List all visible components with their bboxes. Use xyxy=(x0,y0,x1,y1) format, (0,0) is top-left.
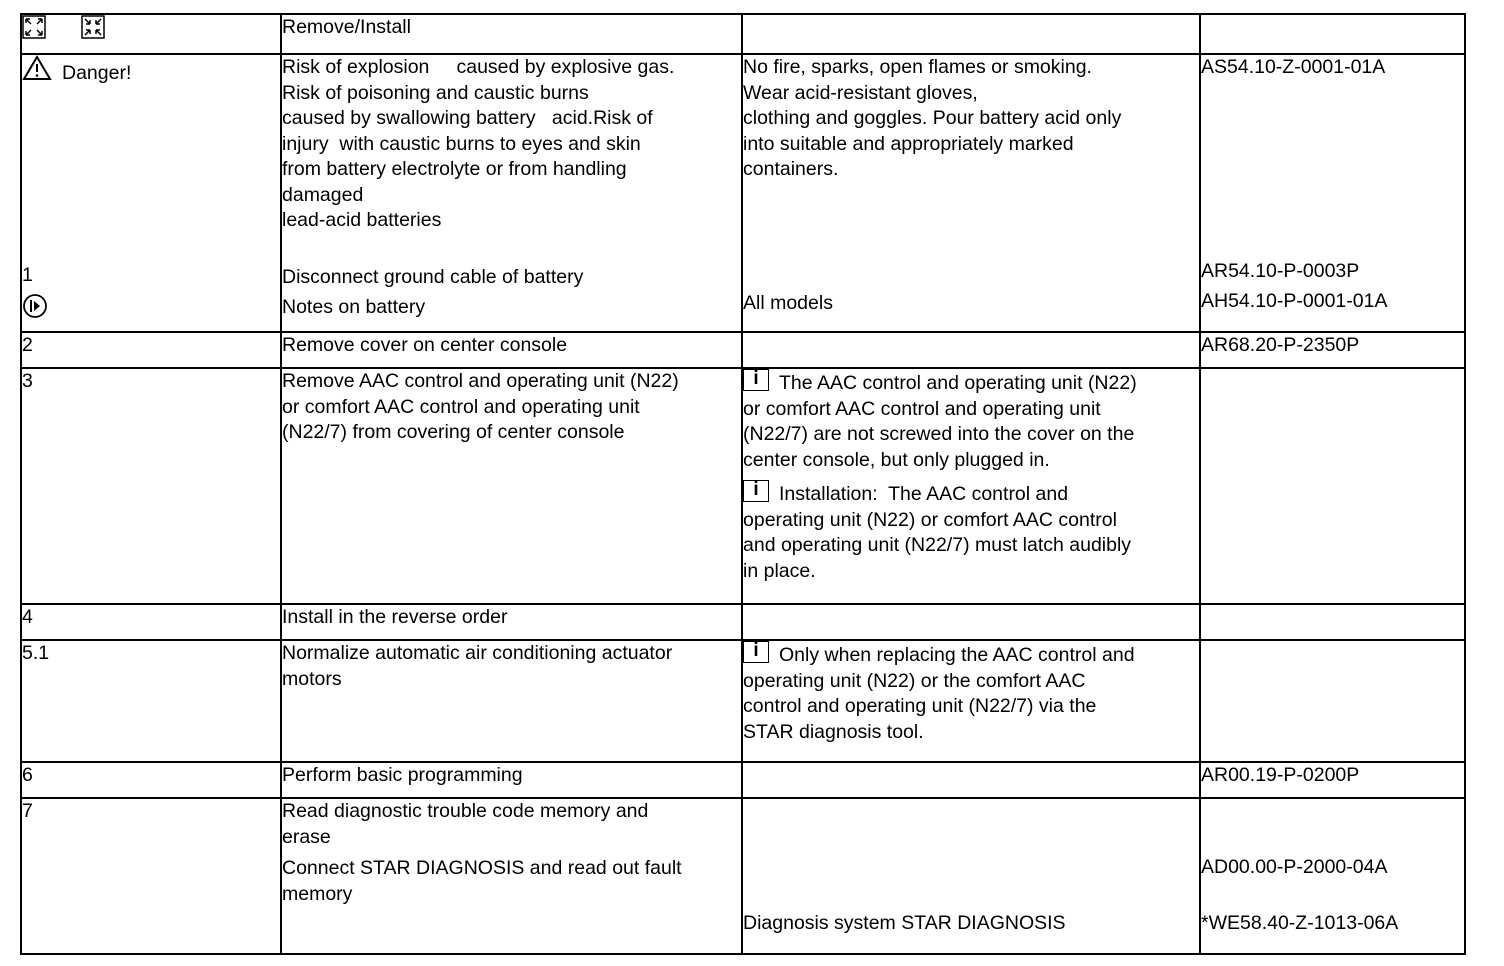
remove-icon xyxy=(22,15,46,39)
step-1-number: 1 xyxy=(22,264,33,286)
info-line: or comfort AAC control and operating unit xyxy=(743,397,1101,420)
step-2-number: 2 xyxy=(21,332,281,368)
info-line: Only when replacing the AAC control and xyxy=(779,644,1135,666)
note-ref: AH54.10-P-0001-01A xyxy=(1201,290,1388,312)
step-4-row xyxy=(21,604,1465,640)
step-6-row xyxy=(21,762,1465,798)
note-arrow-icon xyxy=(22,293,50,319)
note-icon-wrap xyxy=(22,293,280,323)
step-5-1-line: motors xyxy=(282,667,342,690)
info-line: operating unit (N22) or the comfort AAC xyxy=(743,669,1086,692)
measure-line: Wear acid-resistant gloves, xyxy=(743,81,978,104)
step-7-tool-ref: *WE58.40-Z-1013-06A xyxy=(1201,912,1399,934)
step-1-text: Disconnect ground cable of battery xyxy=(282,266,584,288)
header-empty-4 xyxy=(1200,14,1465,54)
note-info: All models xyxy=(743,292,833,314)
note-text: Notes on battery xyxy=(282,296,426,318)
install-icon xyxy=(81,15,105,39)
danger-ref: AS54.10-Z-0001-01A xyxy=(1201,56,1386,78)
step-3-line: Remove AAC control and operating unit (N22) xyxy=(282,370,679,392)
info-line: operating unit (N22) or comfort AAC control xyxy=(743,508,1117,531)
step-3-line: or comfort AAC control and operating unit xyxy=(282,395,640,418)
step-7-row xyxy=(21,798,1465,954)
step-7-sub-ref: AD00.00-P-2000-04A xyxy=(1201,856,1388,878)
danger-measures-cell xyxy=(742,54,1200,332)
step-7-text-cell xyxy=(281,798,742,954)
step-7-number: 7 xyxy=(21,798,281,954)
hazard-line: Risk of poisoning and caustic burns xyxy=(282,81,589,104)
info-box-icon xyxy=(743,369,769,391)
step-6-ref: AR00.19-P-0200P xyxy=(1200,762,1465,798)
info-line: The AAC control and operating unit (N22) xyxy=(779,372,1137,394)
step-5-1-info-cell xyxy=(742,640,1200,762)
step-4-empty-3 xyxy=(742,604,1200,640)
step-5-1-text-cell xyxy=(281,640,742,762)
danger-hazard-cell xyxy=(281,54,742,332)
step-5-1-empty xyxy=(1200,640,1465,762)
step-7-sub-line: Connect STAR DIAGNOSIS and read out fault xyxy=(282,857,682,879)
step-3-info-cell xyxy=(742,368,1200,604)
danger-row xyxy=(21,54,1465,332)
measures-text xyxy=(743,55,1199,291)
info-line: in place. xyxy=(743,559,816,582)
step-3-line: (N22/7) from covering of center console xyxy=(282,421,625,443)
hazard-line: injury with caustic burns to eyes and skin xyxy=(282,132,641,155)
danger-refs-cell xyxy=(1200,54,1465,332)
hazard-text xyxy=(282,55,741,265)
info-line: (N22/7) are not screwed into the cover on the xyxy=(743,423,1135,445)
measure-line: clothing and goggles. Pour battery acid only xyxy=(743,107,1122,129)
danger-label: Danger! xyxy=(62,62,132,84)
step-3-empty xyxy=(1200,368,1465,604)
info-line: control and operating unit (N22/7) via the xyxy=(743,695,1097,717)
step-2-empty xyxy=(742,332,1200,368)
step-7-line: erase xyxy=(282,825,331,848)
info-line: and operating unit (N22/7) must latch audibly xyxy=(743,534,1132,556)
step-5-1-line: Normalize automatic air conditioning actuator xyxy=(282,642,673,664)
warning-triangle-icon xyxy=(22,55,52,81)
measure-line: No fire, sparks, open flames or smoking. xyxy=(743,56,1092,78)
step-3-number: 3 xyxy=(21,368,281,604)
header-row xyxy=(21,14,1465,54)
step-3-info-1 xyxy=(743,369,1199,473)
step-7-line: Read diagnostic trouble code memory and xyxy=(282,800,649,822)
step-2-row xyxy=(21,332,1465,368)
header-empty-3 xyxy=(742,14,1200,54)
procedure-table xyxy=(20,13,1466,955)
header-icons-cell xyxy=(21,14,281,54)
step-5-1-row xyxy=(21,640,1465,762)
info-box-icon xyxy=(743,480,769,502)
hazard-line: from battery electrolyte or from handling xyxy=(282,158,627,180)
step-2-ref: AR68.20-P-2350P xyxy=(1200,332,1465,368)
info-line: center console, but only plugged in. xyxy=(743,448,1050,471)
step-1-ref: AR54.10-P-0003P xyxy=(1201,260,1360,282)
step-6-empty xyxy=(742,762,1200,798)
hazard-line: damaged xyxy=(282,183,364,206)
step-5-1-number: 5.1 xyxy=(21,640,281,762)
info-line: Installation: The AAC control and xyxy=(779,483,1069,505)
measure-line: containers. xyxy=(743,158,839,180)
step-7-refs-cell xyxy=(1200,798,1465,954)
step-4-number: 4 xyxy=(21,604,281,640)
step-6-text: Perform basic programming xyxy=(281,762,742,798)
hazard-line: lead-acid batteries xyxy=(282,209,442,231)
step-3-row xyxy=(21,368,1465,604)
measure-line: into suitable and appropriately marked xyxy=(743,132,1074,155)
danger-label-cell xyxy=(21,54,281,332)
step-6-number: 6 xyxy=(21,762,281,798)
header-title: Remove/Install xyxy=(281,14,742,54)
step-7-tool-cell xyxy=(742,798,1200,954)
hazard-line: Risk of explosion caused by explosive gas. xyxy=(282,56,675,78)
step-7-tool: Diagnosis system STAR DIAGNOSIS xyxy=(743,912,1066,934)
step-7-sub-line: memory xyxy=(282,882,353,905)
info-box-icon xyxy=(743,641,769,663)
step-3-info-2 xyxy=(743,480,1199,584)
info-line: STAR diagnosis tool. xyxy=(743,720,924,743)
hazard-line: caused by swallowing battery acid.Risk of xyxy=(282,107,653,129)
step-4-text: Install in the reverse order xyxy=(281,604,742,640)
step-4-empty-4 xyxy=(1200,604,1465,640)
step-3-text-cell xyxy=(281,368,742,604)
step-2-text: Remove cover on center console xyxy=(281,332,742,368)
